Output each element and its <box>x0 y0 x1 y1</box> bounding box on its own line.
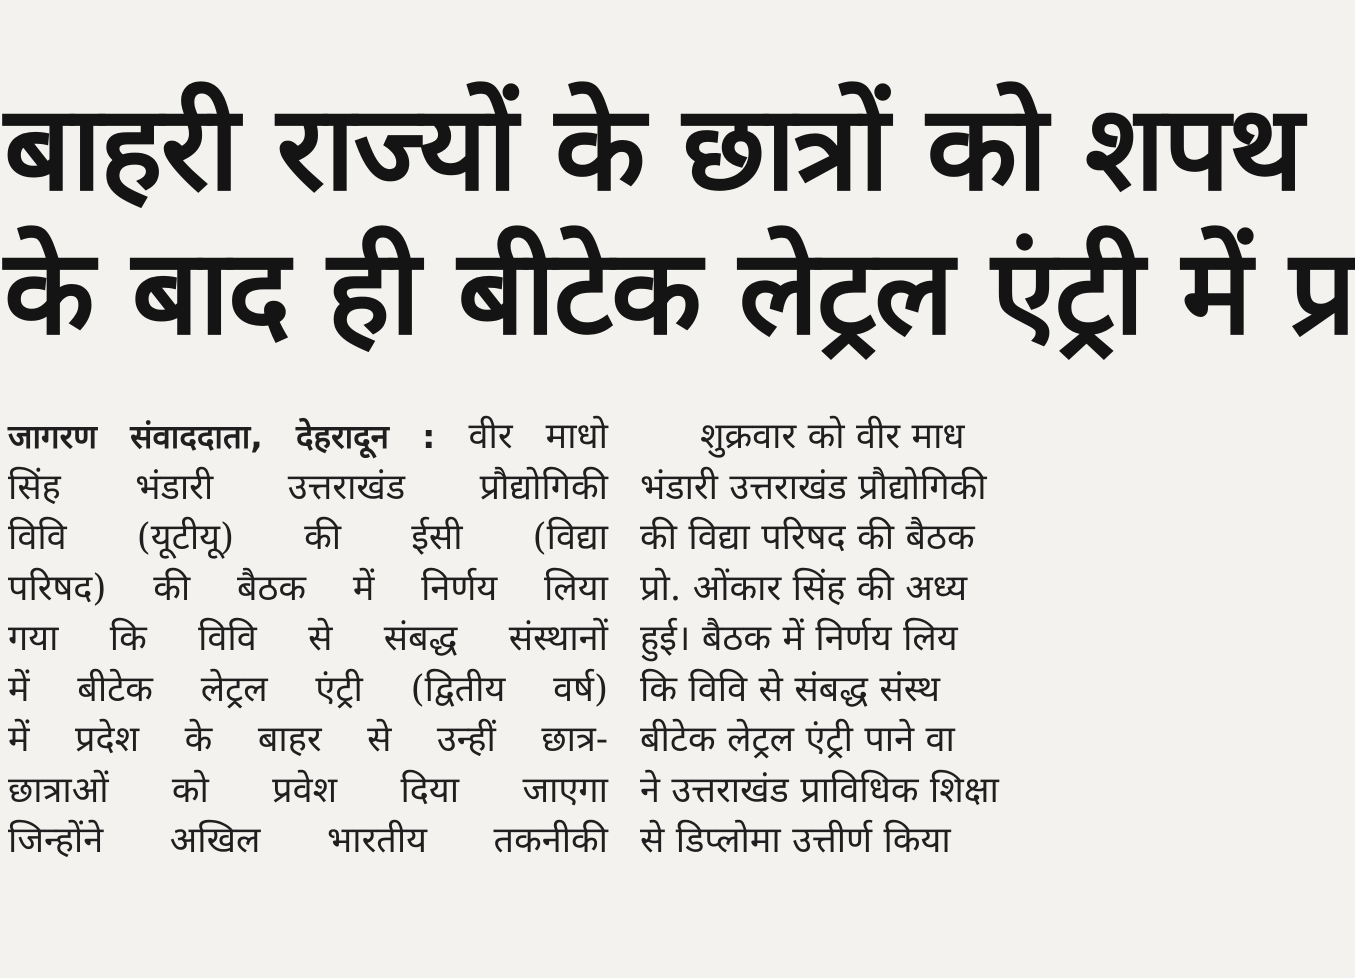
article-line: प्रो. ओंकार सिंह की अध्य <box>640 567 968 609</box>
article-line: से डिप्लोमा उत्तीर्ण किया <box>640 820 951 861</box>
article-line: ने उत्तराखंड प्राविधिक शिक्षा <box>640 769 999 811</box>
byline: जागरण संवाददाता, देहरादून : <box>8 417 436 456</box>
article-line: में बीटेक लेट्रल एंट्री (द्वितीय वर्ष) <box>8 668 608 710</box>
article-line: सिंह भंडारी उत्तराखंड प्रौद्योगिकी <box>8 466 608 508</box>
article-column-right <box>640 412 1118 867</box>
article-line: जिन्होंने अखिल भारतीय तकनीकी <box>8 820 608 861</box>
article-line: छात्राओं को प्रवेश दिया जाएगा <box>8 769 608 811</box>
article-line: में प्रदेश के बाहर से उन्हीं छात्र- <box>8 719 608 760</box>
article-line: भंडारी उत्तराखंड प्रौद्योगिकी <box>640 466 987 508</box>
headline-line-2: के बाद ही बीटेक लेट्रल एंट्री में प्र <box>4 223 1355 361</box>
article-column-left <box>8 412 608 867</box>
article-line: हुई। बैठक में निर्णय लिय <box>640 618 958 659</box>
first-line-text: वीर माधो <box>468 416 609 457</box>
headline-line-1: बाहरी राज्यों के छात्रों को शपथ <box>4 79 1302 217</box>
article-first-line <box>8 412 608 463</box>
article-line: कि विवि से संबद्ध संस्थ <box>640 668 941 710</box>
article-line: की विद्या परिषद की बैठक <box>640 517 975 558</box>
article-line: गया कि विवि से संबद्ध संस्थानों <box>8 618 608 659</box>
article-line: बीटेक लेट्रल एंट्री पाने वा <box>640 719 955 760</box>
article-line: शुक्रवार को वीर माध <box>700 416 965 457</box>
article-line: विवि (यूटीयू) की ईसी (विद्या <box>8 517 608 558</box>
article-line: परिषद) की बैठक में निर्णय लिया <box>8 567 608 609</box>
